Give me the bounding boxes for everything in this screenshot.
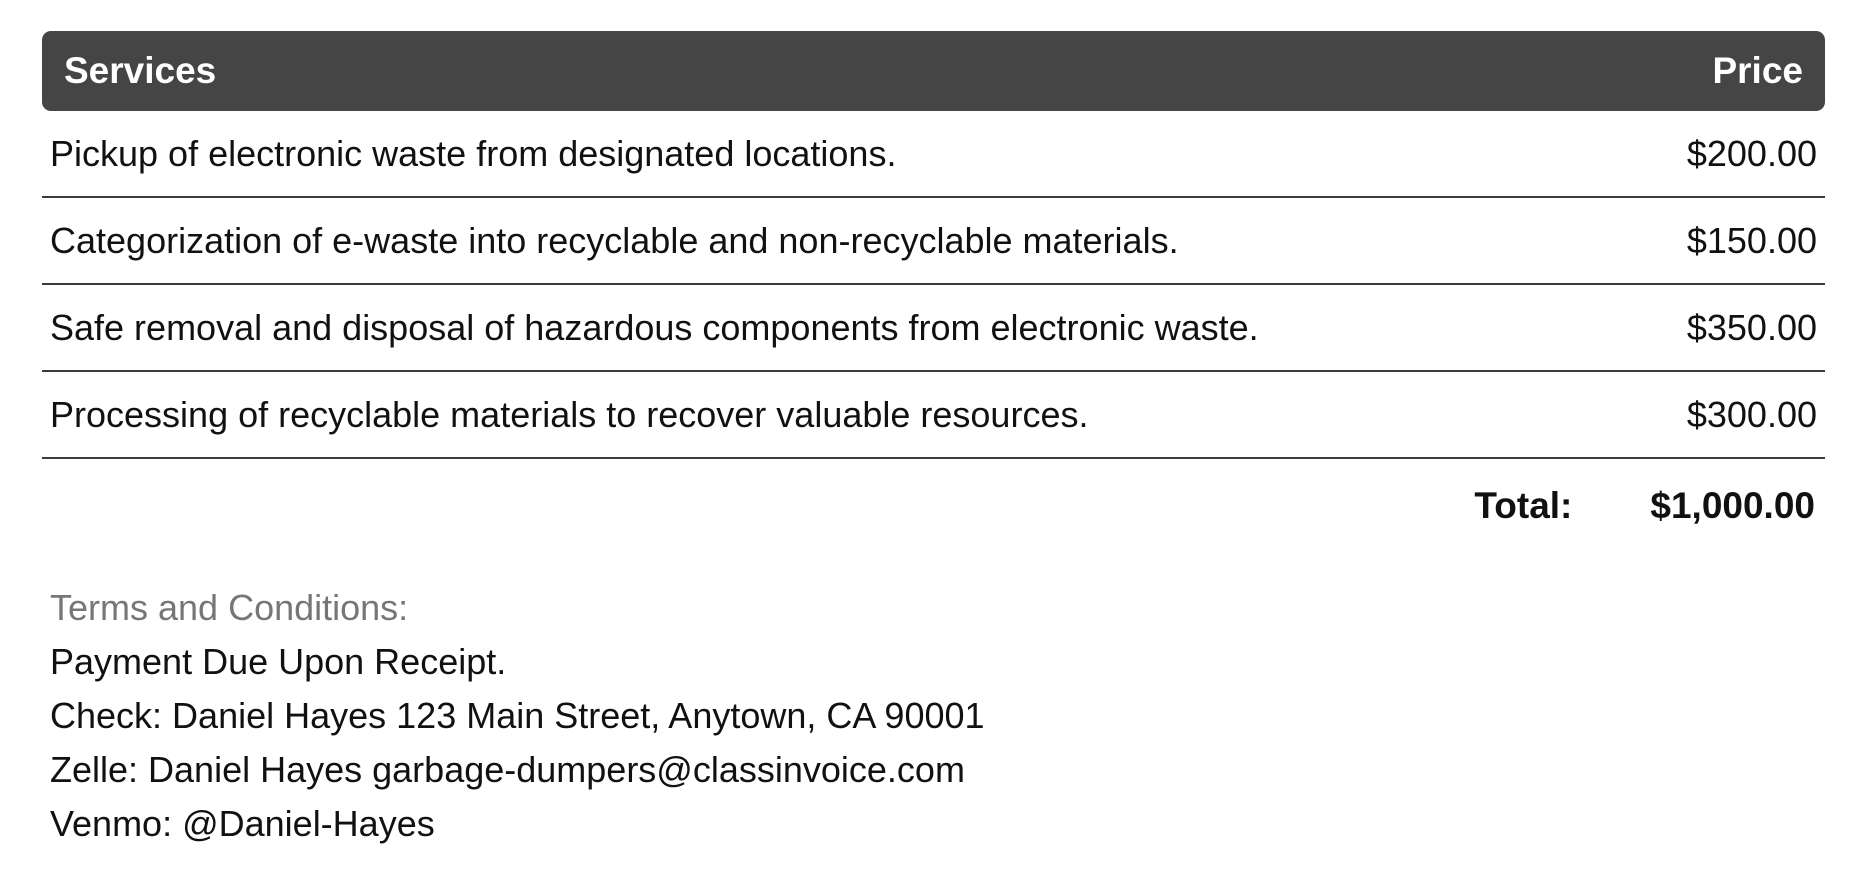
table-row [42, 372, 1825, 459]
terms-line: Zelle: Daniel Hayes garbage-dumpers@classinvoice.com [50, 749, 965, 790]
terms-heading: Terms and Conditions: [50, 587, 409, 628]
service-price: $150.00 [1686, 219, 1817, 261]
table-row [42, 198, 1825, 285]
table-row [42, 285, 1825, 372]
table-row [42, 111, 1825, 198]
total-label: Total: [1474, 485, 1573, 526]
table-header [42, 31, 1825, 111]
terms-line: Venmo: @Daniel-Hayes [50, 803, 435, 844]
service-description: Processing of recyclable materials to recover valuable resources. [50, 393, 1089, 435]
table-body [42, 111, 1825, 459]
price-column-header: Price [1712, 50, 1803, 91]
service-description: Safe removal and disposal of hazardous components from electronic waste. [50, 306, 1259, 348]
terms-line: Payment Due Upon Receipt. [50, 641, 507, 682]
service-price: $350.00 [1686, 306, 1817, 348]
service-description: Pickup of electronic waste from designated locations. [50, 132, 897, 174]
services-table [42, 31, 1825, 553]
service-description: Categorization of e-waste into recyclable and non-recyclable materials. [50, 219, 1179, 261]
terms-lines [50, 635, 1825, 851]
terms-line: Check: Daniel Hayes 123 Main Street, Anytown, CA 90001 [50, 695, 985, 736]
terms-section [42, 581, 1825, 851]
total-row [42, 459, 1825, 553]
service-price: $300.00 [1686, 393, 1817, 435]
services-column-header: Services [64, 50, 217, 91]
service-price: $200.00 [1686, 132, 1817, 174]
total-value: $1,000.00 [1650, 485, 1815, 526]
